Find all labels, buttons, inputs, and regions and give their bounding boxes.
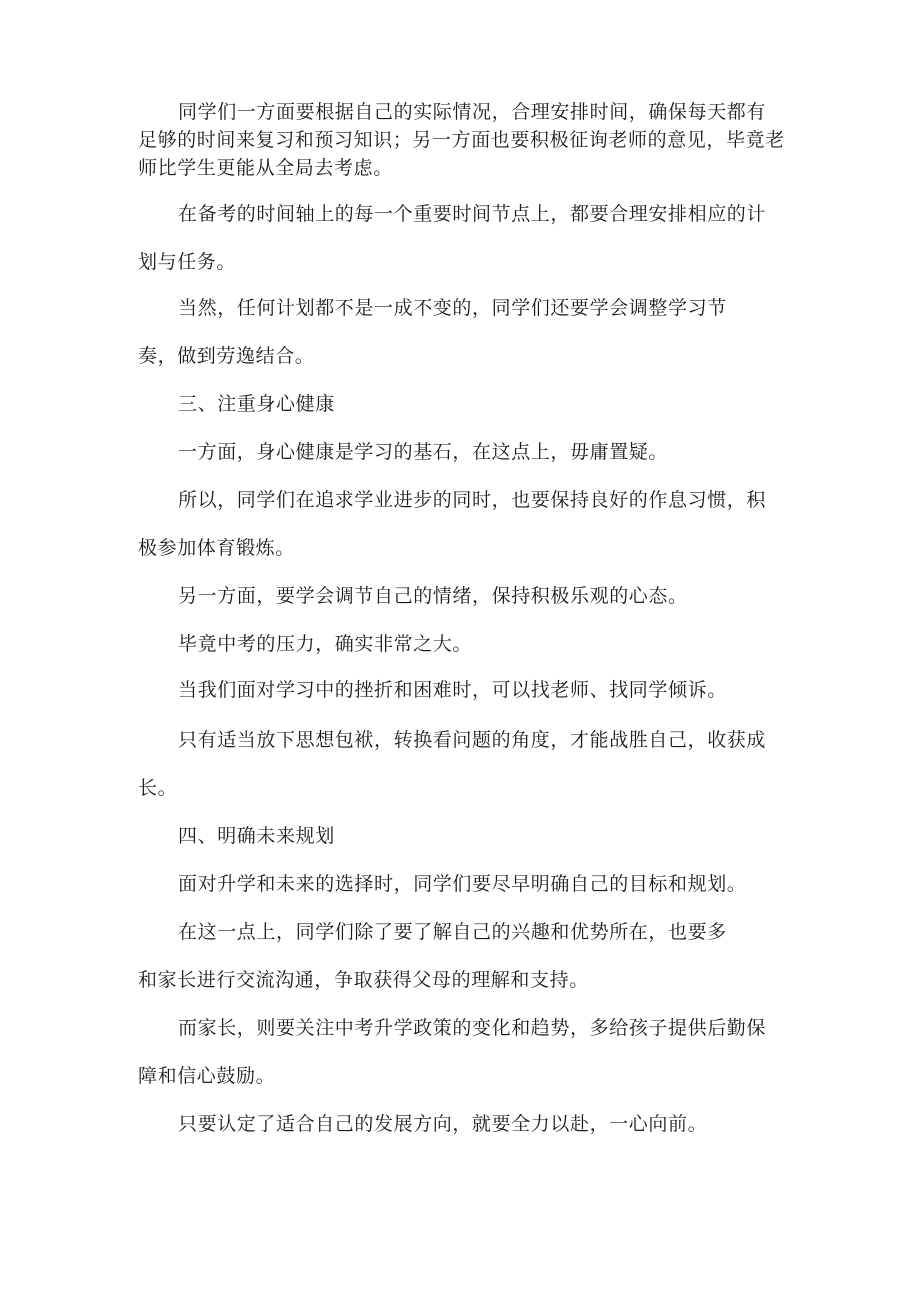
paragraph-line: 和家长进行交流沟通，争取获得父母的理解和支持。 [138,969,589,991]
paragraph-line: 障和信心鼓励。 [138,1065,276,1087]
paragraph-line: 当我们面对学习中的挫折和困难时，可以找老师、找同学倾诉。 [178,679,727,701]
paragraph-line: 师比学生更能从全局去考虑。 [138,157,393,179]
paragraph-line: 同学们一方面要根据自己的实际情况，合理安排时间，确保每天都有 [178,101,767,123]
paragraph-line: 划与任务。 [138,251,237,273]
paragraph-line: 毕竟中考的压力，确实非常之大。 [178,633,473,655]
section-heading: 三、注重身心健康 [178,393,335,415]
paragraph-line: 面对升学和未来的选择时，同学们要尽早明确自己的目标和规划。 [178,873,747,895]
paragraph-line: 只有适当放下思想包袱，转换看问题的角度，才能战胜自己，收获成 [178,729,767,751]
paragraph-line: 所以，同学们在追求学业进步的同时，也要保持良好的作息习惯，积 [178,489,767,511]
paragraph-line: 另一方面，要学会调节自己的情绪，保持积极乐观的心态。 [178,585,688,607]
paragraph-line: 在这一点上，同学们除了要了解自己的兴趣和优势所在，也要多 [178,921,727,943]
paragraph-line: 当然，任何计划都不是一成不变的，同学们还要学会调整学习节 [178,297,727,319]
paragraph-line: 奏，做到劳逸结合。 [138,345,315,367]
paragraph-line: 极参加体育锻炼。 [138,537,295,559]
paragraph-line: 而家长，则要关注中考升学政策的变化和趋势，多给孩子提供后勤保 [178,1017,767,1039]
section-heading: 四、明确未来规划 [178,825,335,847]
paragraph-line: 长。 [138,777,178,799]
paragraph-line: 足够的时间来复习和预习知识；另一方面也要积极征询老师的意见，毕竟老 [138,129,785,151]
paragraph-line: 只要认定了适合自己的发展方向，就要全力以赴，一心向前。 [178,1113,708,1135]
paragraph-line: 一方面，身心健康是学习的基石，在这点上，毋庸置疑。 [178,441,669,463]
paragraph-line: 在备考的时间轴上的每一个重要时间节点上，都要合理安排相应的计 [178,203,767,225]
